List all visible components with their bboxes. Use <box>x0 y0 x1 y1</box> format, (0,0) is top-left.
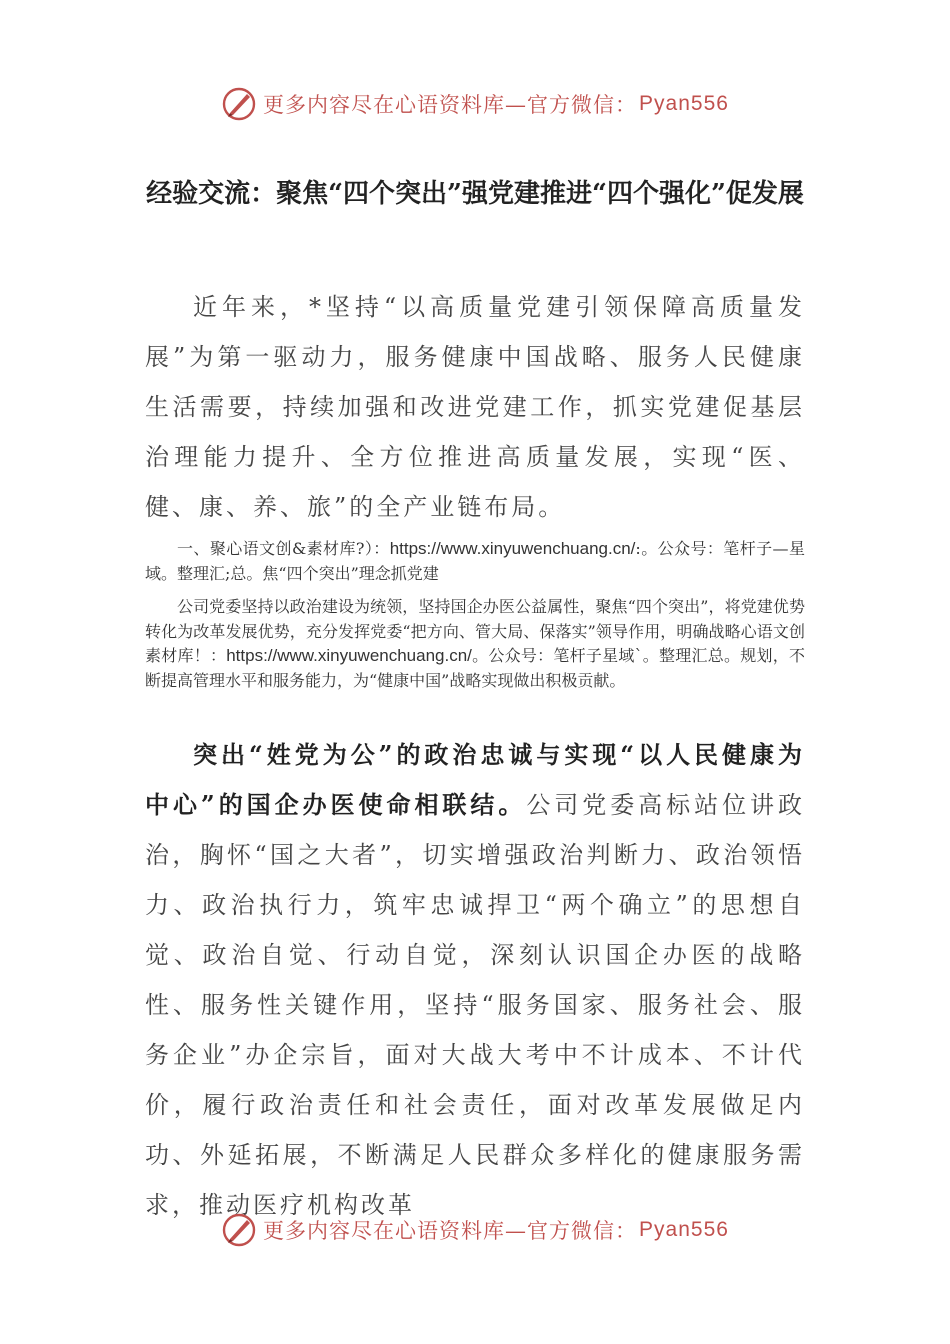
section1-heading-url: https://www.xinyuwenchuang.cn/ <box>389 539 636 558</box>
section1-body <box>145 595 805 693</box>
footer-banner-wechat: Pyan556 <box>639 1218 729 1241</box>
header-banner-wechat: Pyan556 <box>639 92 729 115</box>
subsection-paragraph <box>145 730 805 1230</box>
pen-logo-icon <box>221 1212 257 1248</box>
section1-heading-post: :。公众号：笔杆子—星域。整理汇;总。焦“四个突出”理念抓党建 <box>145 539 805 583</box>
subsection-heading: 突出“姓党为公”的政治忠诚与实现“以人民健康为中心”的国企办医使命相联结。 <box>145 740 805 819</box>
pen-logo-icon <box>221 86 257 122</box>
header-banner <box>0 84 950 124</box>
section1-body-pre: 公司党委坚持以政治建设为统领，坚持国企办医公益属性，聚焦“四个突出”，将党建优势转化为改革发展优势，充分发挥党委“把方向、管大局、保落实”领导作用，明确战略心语文创素材库！： <box>145 597 805 665</box>
section1-heading <box>145 537 805 586</box>
footer-banner <box>0 1210 950 1250</box>
intro-paragraph: 近年来，*坚持“以高质量党建引领保障高质量发展”为第一驱动力，服务健康中国战略、服务人民健康生活需要，持续加强和改进党建工作，抓实党建促基层治理能力提升、全方位推进高质量发展，实现“医、健、康、养、旅”的全产业链布局。 <box>145 293 805 521</box>
section1-heading-pre: 一、聚心语文创&素材库?）： <box>177 539 390 558</box>
header-banner-text: 更多内容尽在心语资料库—官方微信： <box>263 93 638 117</box>
section1-body-post: 。公众号：笔杆子星域`。整理汇总。规划，不断提高管理水平和服务能力，为“健康中国”战略实现做出积极贡献。 <box>145 646 805 690</box>
section1-body-url: https://www.xinyuwenchuang.cn/ <box>226 646 472 665</box>
footer-banner-text: 更多内容尽在心语资料库—官方微信： <box>263 1219 638 1243</box>
subsection-body: 公司党委高标站位讲政治，胸怀“国之大者”，切实增强政治判断力、政治领悟力、政治执行力，筑牢忠诚捍卫“两个确立”的思想自觉、政治自觉、行动自觉，深刻认识国企办医的战略性、服务性关键作用，坚持“服务国家、服务社会、服务企业”办企宗旨，面对大战大考中不计成本、不计代价，履行政治责任和社会责任，面对改革发展做足内功、外延拓展，不断满足人民群众多样化的健康服务需求，推动医疗机构改革 <box>145 791 805 1219</box>
document-title: 经验交流：聚焦“四个突出”强党建推进“四个强化”促发展 <box>146 179 804 209</box>
